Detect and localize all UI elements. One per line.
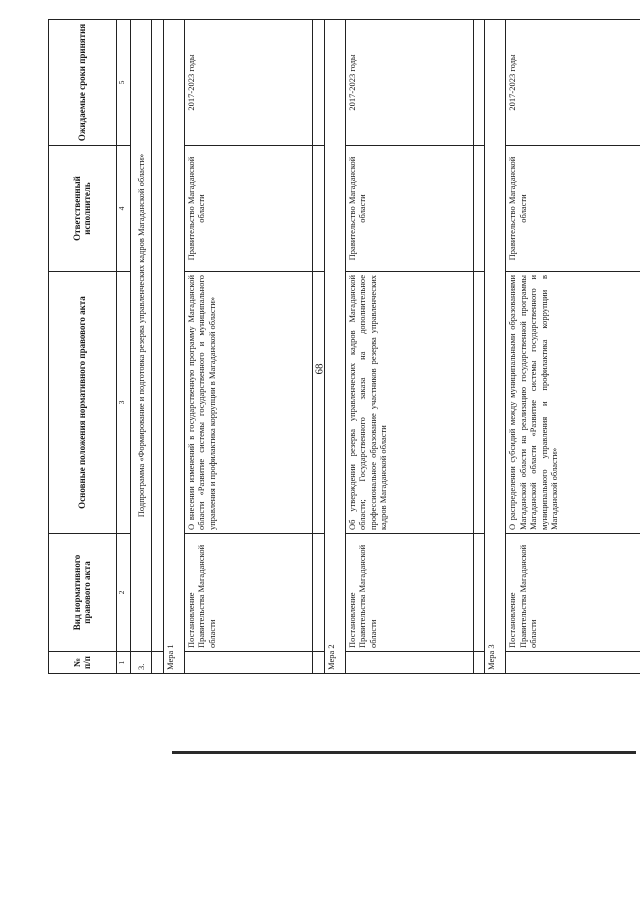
measure-3-provisions: О распределении субсидий между муниципальными образованиями Магаданской области на реализацию государственной программы Магаданской области «Развитие системы государственного и муниципального управления и профилактика коррупции в Магаданской области» — [506, 272, 640, 534]
col-number-3: 3 — [116, 272, 130, 534]
measure-1-number — [184, 652, 312, 674]
measure-1-executor: Правительство Магаданской области — [184, 146, 312, 272]
measure-2-number — [345, 652, 473, 674]
header-act-type: Вид нормативного правового акта — [49, 534, 117, 652]
measure-2-executor: Правительство Магаданской области — [345, 146, 473, 272]
section-number: 3. — [131, 652, 152, 674]
measure-2-label: Мера 2 — [324, 20, 345, 674]
measure-3-term: 2017-2023 годы — [506, 20, 640, 146]
col-number-4: 4 — [116, 146, 130, 272]
col-number-1: 1 — [116, 652, 130, 674]
measure-3-number — [506, 652, 640, 674]
legal-acts-table — [48, 19, 640, 674]
measure-1-act-type: Постановление Правительства Магаданской области — [184, 534, 312, 652]
page-number: 68 — [313, 363, 326, 375]
bottom-rule — [172, 751, 636, 754]
measure-2-term: 2017-2023 годы — [345, 20, 473, 146]
col-number-2: 2 — [116, 534, 130, 652]
rotated-table-container — [48, 20, 640, 674]
header-number: № п/п — [49, 652, 117, 674]
header-executor: Ответственный исполнитель — [49, 146, 117, 272]
measure-3-label: Мера 3 — [485, 20, 506, 674]
header-term: Ожидаемые сроки принятия — [49, 20, 117, 146]
measure-1-term: 2017-2023 годы — [184, 20, 312, 146]
measure-1-provisions: О внесении изменений в государственную программу Магаданской области «Развитие системы государственного и муниципального управления и профилактика коррупции в Магаданской области» — [184, 272, 312, 534]
measure-2-act-type: Постановление Правительства Магаданской области — [345, 534, 473, 652]
section-title: Подпрограмма «Формирование и подготовка резерва управленческих кадров Магаданской области» — [131, 20, 152, 652]
measure-3-act-type: Постановление Правительства Магаданской области — [506, 534, 640, 652]
header-provisions: Основные положения нормативного правового акта — [49, 272, 117, 534]
measure-1-label: Мера 1 — [163, 20, 184, 674]
col-number-5: 5 — [116, 20, 130, 146]
measure-2-provisions: Об утверждении резерва управленческих кадров Магаданской области; Государственного заказа на дополнительное профессиональное образование участников резерва управленческих кадров Магаданской области — [345, 272, 473, 534]
measure-3-executor: Правительство Магаданской области — [506, 146, 640, 272]
